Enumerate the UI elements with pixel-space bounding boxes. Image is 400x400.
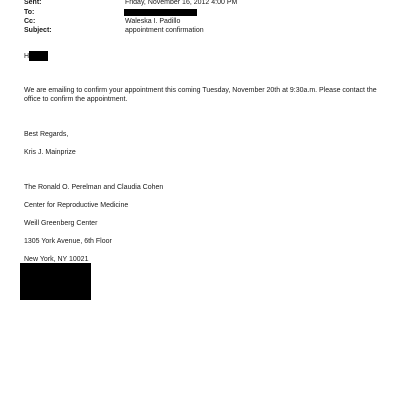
- sent-value: Friday, November 16, 2012 4:00 PM: [125, 0, 238, 6]
- signature-redaction: [20, 263, 91, 300]
- signature-line-1: The Ronald O. Perelman and Claudia Cohen: [24, 184, 164, 191]
- signature-line-5: New York, NY 10021: [24, 256, 89, 263]
- subject-value: appointment confirmation: [125, 27, 204, 34]
- signature-line-2: Center for Reproductive Medicine: [24, 202, 129, 209]
- signature-line-3: Weill Greenberg Center: [24, 220, 98, 227]
- to-redaction: [124, 9, 197, 16]
- sender-name: Kris J. Mainprize: [24, 149, 76, 156]
- to-label: To:: [24, 9, 35, 16]
- greeting-name-redaction: [29, 51, 48, 61]
- closing: Best Regards,: [24, 131, 69, 138]
- signature-line-4: 1305 York Avenue, 6th Floor: [24, 238, 112, 245]
- sent-label: Sent:: [24, 0, 42, 6]
- message-line-2: office to confirm the appointment.: [24, 96, 128, 103]
- greeting-prefix: H: [24, 53, 30, 60]
- cc-value: Waleska I. Padillo: [125, 18, 181, 25]
- message-line-1: We are emailing to confirm your appointment this coming Tuesday, November 20th at 9:30a.m. Please contact the: [24, 87, 377, 94]
- subject-label: Subject:: [24, 27, 52, 34]
- cc-label: Cc:: [24, 18, 36, 25]
